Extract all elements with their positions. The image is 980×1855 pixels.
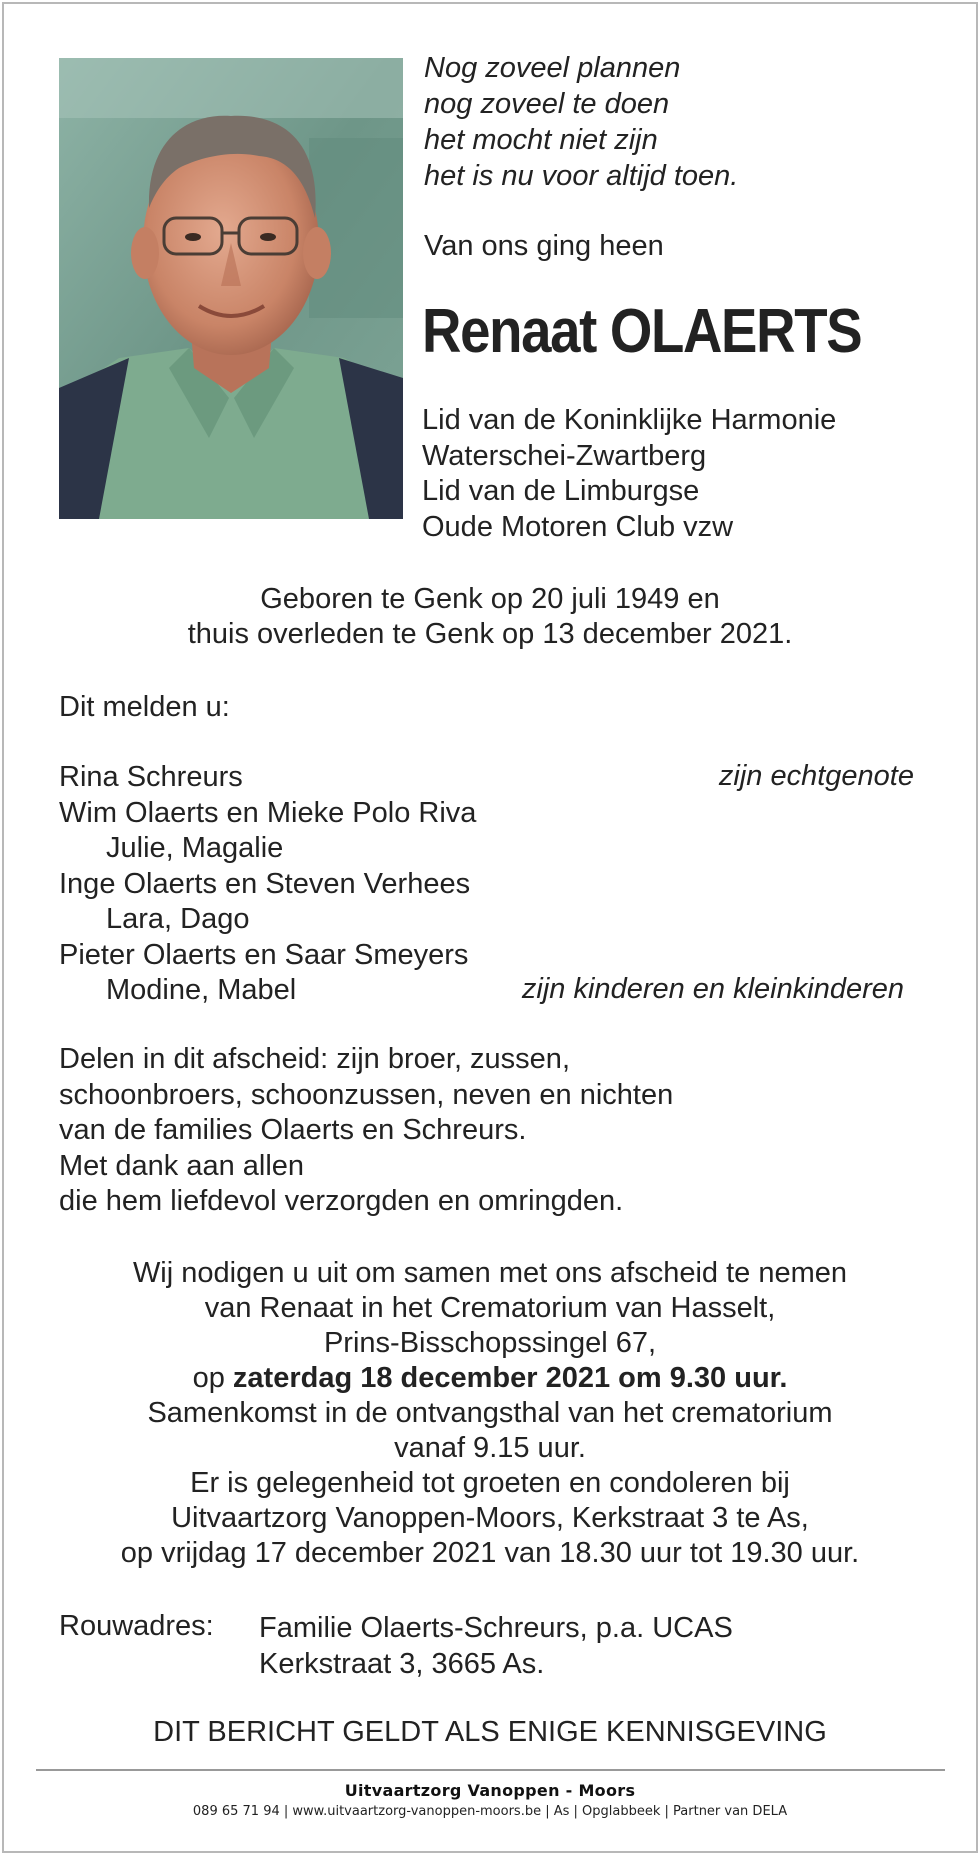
address-line: Familie Olaerts-Schreurs, p.a. UCAS: [259, 1612, 733, 1644]
ceremony-date-bold: zaterdag 18 december 2021 om 9.30 uur.: [232, 1362, 788, 1394]
sharing-line: van de families Olaerts en Schreurs.: [59, 1114, 527, 1146]
ceremony-line: Er is gelegenheid tot groeten en condoleren bij: [190, 1467, 790, 1499]
footer-info: 089 65 71 94 | www.uitvaartzorg-vanoppen-moors.be | As | Opglabbeek | Partner van DELA: [192, 1804, 788, 1819]
announce-heading: Dit melden u:: [59, 691, 230, 723]
ceremony-line: vanaf 9.15 uur.: [394, 1432, 586, 1464]
ceremony-info: [0, 1256, 980, 1571]
intro-text: Van ons ging heen: [424, 230, 664, 262]
birth-death: [0, 582, 980, 652]
poem-line: het mocht niet zijn: [424, 124, 658, 156]
sharing-line: schoonbroers, schoonzussen, neven en nichten: [59, 1078, 674, 1111]
address: [259, 1610, 733, 1682]
sharing-paragraph: [59, 1042, 673, 1220]
ceremony-date: [0, 1361, 980, 1396]
membership-line: Waterschei-Zwartberg: [422, 439, 707, 472]
spouse-name: Rina Schreurs: [59, 761, 243, 793]
notice-text: DIT BERICHT GELDT ALS ENIGE KENNISGEVING: [153, 1716, 827, 1748]
grandchildren: Lara, Dago: [106, 903, 250, 935]
birth-line: Geboren te Genk op 20 juli 1949 en: [260, 583, 720, 615]
child-parents: Pieter Olaerts en Saar Smeyers: [59, 938, 469, 971]
footer-divider: [36, 1769, 945, 1771]
family-list: [59, 760, 476, 1009]
poem-line: nog zoveel te doen: [424, 88, 670, 120]
sharing-line: Met dank aan allen: [59, 1149, 305, 1182]
ceremony-line: van Renaat in het Crematorium van Hasselt,: [204, 1292, 776, 1324]
poem-line: Nog zoveel plannen: [424, 52, 681, 84]
poem: [424, 50, 738, 194]
grandchildren: Julie, Magalie: [106, 832, 284, 864]
membership-line: Lid van de Limburgse: [422, 475, 700, 507]
footer-company: Uitvaartzorg Vanoppen - Moors: [344, 1781, 636, 1800]
ceremony-line: Prins-Bisschopssingel 67,: [323, 1327, 657, 1359]
ceremony-date-prefix: op: [192, 1362, 225, 1394]
sharing-line: Delen in dit afscheid: zijn broer, zussen,: [59, 1043, 570, 1075]
portrait-photo: [59, 58, 403, 519]
poem-line: het is nu voor altijd toen.: [424, 160, 739, 192]
address-line: Kerkstraat 3, 3665 As.: [259, 1648, 545, 1680]
ceremony-line: Uitvaartzorg Vanoppen-Moors, Kerkstraat 3 te As,: [171, 1502, 809, 1534]
ceremony-line: Samenkomst in de ontvangsthal van het crematorium: [147, 1397, 833, 1429]
address-label: Rouwadres:: [59, 1610, 214, 1642]
spouse-relation: zijn echtgenote: [718, 760, 914, 792]
child-parents: Wim Olaerts en Mieke Polo Riva: [59, 796, 477, 829]
memberships: [422, 403, 836, 545]
ceremony-line: Wij nodigen u uit om samen met ons afscheid te nemen: [132, 1257, 848, 1289]
death-line: thuis overleden te Genk op 13 december 2021.: [187, 618, 793, 650]
sharing-line: die hem liefdevol verzorgden en omringden.: [59, 1185, 624, 1217]
membership-line: Oude Motoren Club vzw: [422, 510, 734, 543]
grandchildren: Modine, Mabel: [106, 974, 297, 1006]
child-parents: Inge Olaerts en Steven Verhees: [59, 867, 471, 900]
membership-line: Lid van de Koninklijke Harmonie: [422, 404, 837, 436]
children-relation: zijn kinderen en kleinkinderen: [521, 973, 904, 1005]
deceased-name: Renaat OLAERTS: [422, 297, 862, 366]
ceremony-line: op vrijdag 17 december 2021 van 18.30 uur tot 19.30 uur.: [120, 1537, 860, 1569]
